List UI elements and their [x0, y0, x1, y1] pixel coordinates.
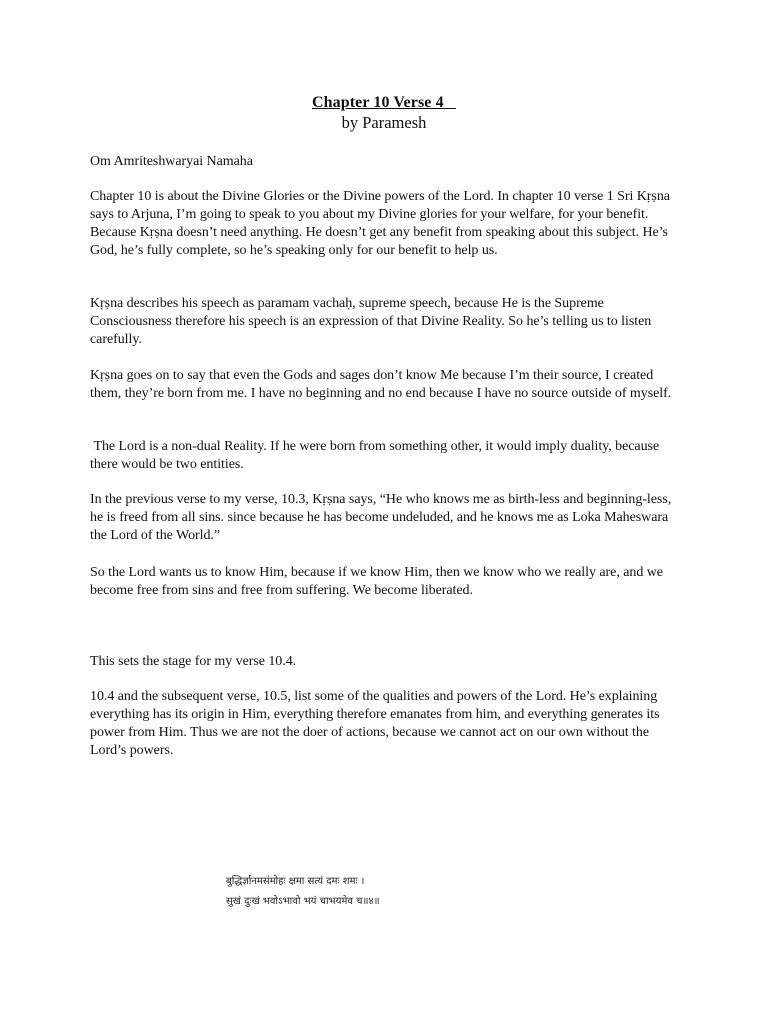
- document-title: Chapter 10 Verse 4: [311, 94, 444, 111]
- paragraph: Kṛṣna goes on to say that even the Gods and sages don’t know Me because I’m their source, I created them, they’re born from me. I have no beginning and no end because I have no source outside of myself.: [90, 368, 672, 401]
- paragraph: In the previous verse to my verse, 10.3, Kṛṣna says, “He who knows me as birth-less and beginning-less, he is freed from all sins. since because he has become undeluded, and he knows me as Loka Maheswara the Lord of the World.”: [90, 492, 672, 543]
- paragraph: So the Lord wants us to know Him, because if we know Him, then we know who we really are, and we become free from sins and free from suffering. We become liberated.: [90, 565, 663, 598]
- invocation: Om Amriteshwaryai Namaha: [90, 154, 253, 169]
- sanskrit-verse-line: बुद्धिर्ज्ञानमसंमोहः क्षमा सत्यं दमः शमः ।: [226, 876, 365, 887]
- sanskrit-verse-line: सुखं दुःखं भवोऽभावो भयं चाभयमेव च॥४॥: [226, 896, 380, 907]
- title-block: [0, 94, 768, 134]
- paragraph: 10.4 and the subsequent verse, 10.5, list some of the qualities and powers of the Lord. He’s explaining everything has its origin in Him, everything therefore emanates from him, and everything generates its power from Him. Thus we are not the doer of actions, because we cannot act on our own without the Lord’s powers.: [90, 689, 660, 758]
- author-line: by Paramesh: [341, 113, 427, 132]
- paragraph: Chapter 10 is about the Divine Glories or the Divine powers of the Lord. In chapter 10 verse 1 Sri Kṛṣna says to Arjuna, I’m going to speak to you about my Divine glories for your welfare, for your benefit. Because Kṛṣna doesn’t need anything. He doesn’t get any benefit from speaking about this subject. He’s God, he’s fully complete, so he’s speaking only for our benefit to help us.: [90, 189, 670, 258]
- paragraph: This sets the stage for my verse 10.4.: [90, 654, 297, 669]
- paragraph: Kṛṣna describes his speech as paramam vachaḥ, supreme speech, because He is the Supreme Consciousness therefore his speech is an expression of that Divine Reality. So he’s telling us to listen carefully.: [90, 296, 652, 347]
- paragraph: The Lord is a non-dual Reality. If he were born from something other, it would imply duality, because there would be two entities.: [90, 439, 663, 472]
